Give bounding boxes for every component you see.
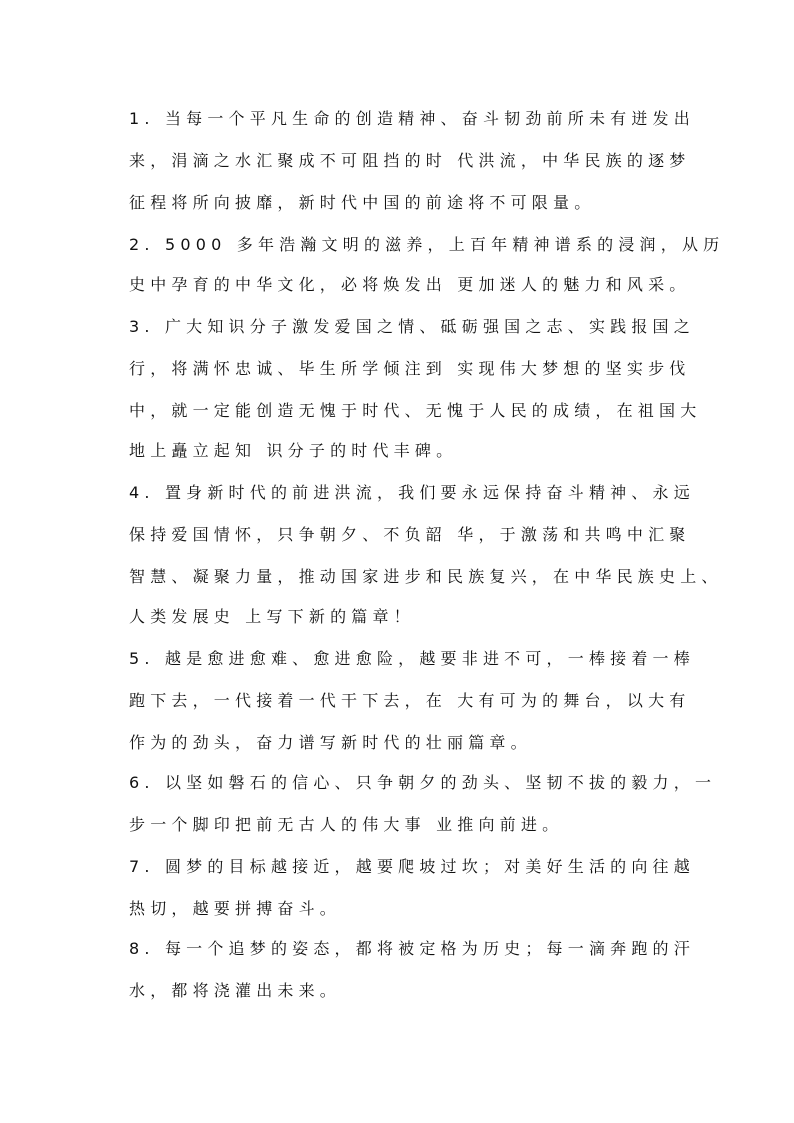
- text-line: 热切，越要拼搏奋斗。: [129, 899, 342, 918]
- text-line: 地上矗立起知 识分子的时代丰碑。: [129, 441, 458, 460]
- text-line: 人类发展史 上写下新的篇章！: [129, 607, 415, 626]
- text-line: 行，将满怀忠诚、毕生所学倾注到 实现伟大梦想的坚实步伐: [129, 359, 691, 378]
- text-line: 中，就一定能创造无愧于时代、无愧于人民的成绩，在祖国大: [129, 401, 702, 420]
- text-line: 7. 圆梦的目标越接近，越要爬坡过坎；对美好生活的向往越: [129, 857, 695, 876]
- text-line: 3. 广大知识分子激发爱国之情、砥砺强国之志、实践报国之: [129, 317, 695, 336]
- text-line: 作为的劲头，奋力谱写新时代的壮丽篇章。: [129, 733, 532, 752]
- text-line: 4. 置身新时代的前进洪流，我们要永远保持奋斗精神、永远: [129, 483, 695, 502]
- text-line: 1. 当每一个平凡生命的创造精神、奋斗韧劲前所未有迸发出: [129, 109, 695, 128]
- text-line: 2. 5000 多年浩瀚文明的滋养，上百年精神谱系的浸润，从历: [129, 235, 725, 254]
- text-line: 步一个脚印把前无古人的伟大事 业推向前进。: [129, 815, 564, 834]
- text-line: 6. 以坚如磐石的信心、只争朝夕的劲头、坚韧不拔的毅力，一: [129, 773, 717, 792]
- text-line: 来，涓滴之水汇聚成不可阻挡的时 代洪流，中华民族的逐梦: [129, 151, 691, 170]
- text-line: 征程将所向披靡，新时代中国的前途将不可限量。: [129, 193, 596, 212]
- text-line: 8. 每一个追梦的姿态，都将被定格为历史；每一滴奔跑的汗: [129, 939, 695, 958]
- text-line: 跑下去，一代接着一代干下去，在 大有可为的舞台，以大有: [129, 691, 691, 710]
- text-line: 水，都将浇灌出未来。: [129, 981, 342, 1000]
- text-line: 保持爱国情怀，只争朝夕、不负韶 华，于激荡和共鸣中汇聚: [129, 525, 691, 544]
- text-line: 5. 越是愈进愈难、愈进愈险，越要非进不可，一棒接着一棒: [129, 649, 695, 668]
- text-line: 史中孕育的中华文化，必将焕发出 更加迷人的魅力和风采。: [129, 275, 691, 294]
- text-line: 智慧、凝聚力量，推动国家进步和民族复兴，在中华民族史上、: [129, 567, 723, 586]
